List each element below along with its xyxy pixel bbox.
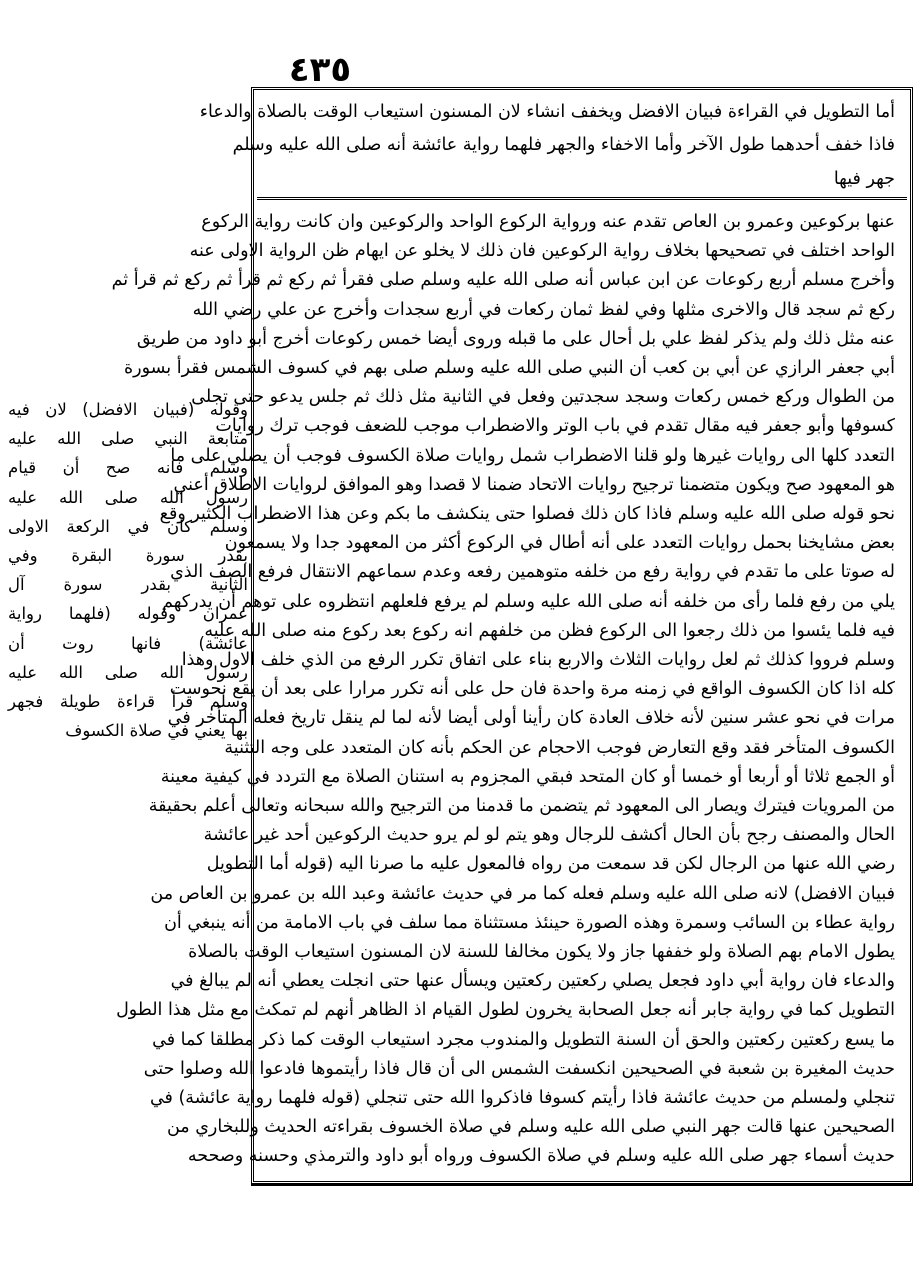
text-line: عنها بركوعين وعمرو بن العاص تقدم عنه ورواية الركوع الواحد والركوعين وان كانت رواية الركوع [201, 212, 895, 232]
text-line: كله اذا كان الكسوف الواقع في زمنه مرة واحدة فان حل على أنه تكرر مرارا على بعد أن يقع نحوست [169, 679, 895, 700]
text-line: مرات في نحو عشر سنين لأنه خلاف العادة كان رأينا أولى أيضا لأنه لما لم ينقل تاريخ فعله المتأخر في [167, 708, 895, 729]
text-line: ركع ثم سجد قال والاخرى مثلها وفي لفظ ثمان ركعات في أربع سجدات وأخرج عن علي رضي الله [192, 299, 895, 320]
text-line: له صوتا على ما تقدم في رواية رفع من خلفه متوهمين رفعه وعدم سماعهم الانتقال فرفع الصف الذي [170, 562, 895, 583]
text-line: من المرويات فيترك ويصار الى المعهود ثم يتضمن ما قدمنا من الترجيح والله سبحانه وتعالى أعلم بحقيقة [148, 796, 895, 816]
text-line: أبي جعفر الرازي عن أبي بن كعب أن النبي صلى الله عليه وسلم صلى بهم في كسوف الشمس فقرأ بسورة [124, 358, 895, 378]
text-line: نحو قوله صلى الله عليه وسلم فاذا كان ذلك فصلوا حتى ينكشف ما بكم وعن هذا الاضطراب الكثير وقع [159, 504, 895, 524]
text-line: كسوفها وأبو جعفر فيه مقال تقدم في باب الوتر والاضطراب موجب للضعف فوجب ترك روايات [215, 416, 895, 437]
page-number: ٤٣٥ [288, 50, 352, 90]
text-line: أو الجمع ثلاثا أو أربعا أو خمسا أو كان المتحد فبقي المجزوم به استنان الصلاة مع التردد في كيفية معينة [160, 766, 895, 787]
margin-note-line: بقدر سورة البقرة وفي [8, 546, 248, 565]
text-line: فيه فلما يئسوا من ذلك رجعوا الى الركوع فظن من خلفهم انه ركوع بعد ركوع منه صلى الله عليه [204, 620, 895, 641]
margin-note-line: عائشة) فانها روت أن [8, 633, 248, 653]
text-line: حديث المغيرة بن شعبة في الصحيحين انكسفت الشمس الى أن قال فاذا رأيتموها فادعوا الله وصلوا حتى [143, 1058, 895, 1079]
margin-note-line: وسلم كان في الركعة الاولى [8, 516, 248, 536]
margin-note-line: وسلم قرأ قراءة طويلة فجهر [8, 692, 248, 711]
margin-note-line: بها يعني في صلاة الكسوف [65, 721, 248, 741]
text-line: ما يسع ركعتين ركعتين والحق أن السنة التطويل والمندوب مجرد استيعاب الوقت كما ذكر مطلقا كما في [152, 1029, 895, 1050]
text-line: هو المعهود صح ويكون متضمنا ترجيح روايات الاتحاد ضمنا لا قصدا وهو الموافق لروايات الاطلاق أعني [173, 474, 895, 495]
margin-note-line: عمران وقوله (فلهما رواية [8, 604, 248, 624]
margin-note-line: رسول الله صلى الله عليه [8, 662, 248, 682]
margin-note-line: رسول الله صلى الله عليه [8, 487, 248, 507]
text-line: الواحد اختلف في تصحيحها بخلاف رواية الركوعين فان ذلك لا يخلو عن ايهام ظن الرواية الاولى عنه [189, 241, 895, 262]
text-line: التطويل كما في رواية جابر أنه جعل الصحابة يخرون لطول القيام اذ الظاهر أنهم لم تمكث مع مثل هذا الطول [116, 1000, 895, 1021]
text-line: رواية عطاء بن السائب وسمرة وهذه الصورة حينئذ مستثناة مما سلف في باب الامامة من أنه ينبغي أن [164, 912, 895, 933]
text-line: يطول الامام بهم الصلاة ولو خففها جاز ولا يكون مخالفا للسنة لان المسنون استيعاب الوقت بالصلاة [188, 942, 895, 962]
text-line: يلي من رفع فلما رأى من خلفه أنه صلى الله عليه وسلم لم يرفع فلعلهم انتظروه على توهم أن يدركهم [162, 591, 895, 612]
margin-note-line: وسلم فانه صح أن قيام [8, 458, 248, 478]
top-commentary-line: أما التطويل في القراءة فبيان الافضل ويخفف انشاء لان المسنون استيعاب الوقت بالصلاة والدعاء [199, 102, 895, 122]
top-commentary-box [199, 93, 907, 200]
text-line: رضي الله عنها من الرجال لكن قد سمعت من رواه فالمعول عليه ما صرنا اليه (قوله أما التطويل [206, 854, 895, 875]
text-line: والدعاء فان رواية أبي داود فجعل يصلي ركعتين ركعتين ويسأل عنها حتى انجلت يعطي أنه لم يبالغ في [170, 971, 895, 992]
text-line: التعدد كلها الى روايات غيرها ولو قلنا الاضطراب شمل روايات صلاة الكسوف فوجب أن يصلي على ما [170, 445, 895, 466]
text-line: وأخرج مسلم أربع ركوعات عن ابن عباس أنه صلى الله عليه وسلم صلى فقرأ ثم ركع ثم قرأ ثم ركع ثم قرأ ثم [111, 270, 895, 291]
margin-note-line: الثانية بقدر سورة آل [8, 575, 248, 595]
margin-note-line: متابعة النبي صلى الله عليه [8, 429, 248, 449]
text-line: وسلم فرووا كذلك ثم لعل روايات الثلاث والاربع بناء على اتفاق تكرر الرفع من الذي خلف الاول وهذا [181, 650, 895, 670]
bottom-rule [251, 1184, 913, 1186]
margin-note-line: وقوله (فبيان الافضل) لان فيه [8, 400, 248, 419]
text-line: فبيان الافضل) لانه صلى الله عليه وسلم فعله كما مر في حديث عائشة وعبد الله بن عمرو بن العاص من [150, 883, 895, 904]
text-line: عنه مثل ذلك ولم يذكر لفظ علي بل أحال على ما قبله وروى أيضا خمس ركوعات أخرج أبو داود من طريق [136, 328, 895, 349]
text-line: تنجلي ولمسلم من حديث عائشة فاذا رأيتم كسوفا فاذكروا الله حتى تنجلي (قوله فلهما رواية عائشة) في [149, 1088, 895, 1108]
top-commentary-line: فاذا خفف أحدهما طول الآخر وأما الاخفاء والجهر فلهما رواية عائشة أنه صلى الله عليه وسلم [232, 135, 895, 155]
text-line: الحال والمصنف رجح بأن الحال أكشف للرجال وهو يتم لو لم يرو حديث الركوعين أحد غير عائشة [203, 825, 895, 846]
margin-notes [8, 396, 248, 776]
top-commentary-line: جهر فيها [833, 169, 895, 189]
text-line: بعض مشايخنا بحمل روايات التعدد على أنه أطال في الركوع أكثر من المعهود جدا ولا يسمعون [224, 533, 895, 554]
text-line: الصحيحين عنها قالت جهر النبي صلى الله عليه وسلم في صلاة الخسوف بقراءته الحديث وللبخاري من [166, 1117, 895, 1138]
text-line: حديث أسماء جهر صلى الله عليه وسلم في صلاة الكسوف ورواه أبو داود والترمذي وحسنه وصححه [187, 1146, 895, 1167]
text-line: الكسوف المتأخر فقد وقع التعارض فوجب الاحجام عن الحكم بأنه كان المتعدد على وجه التثنية [224, 737, 895, 758]
text-line: من الطوال وركع خمس ركعات وسجد سجدتين وفعل في الثانية مثل ذلك ثم جلس يدعو حتى تجلى [191, 387, 895, 408]
